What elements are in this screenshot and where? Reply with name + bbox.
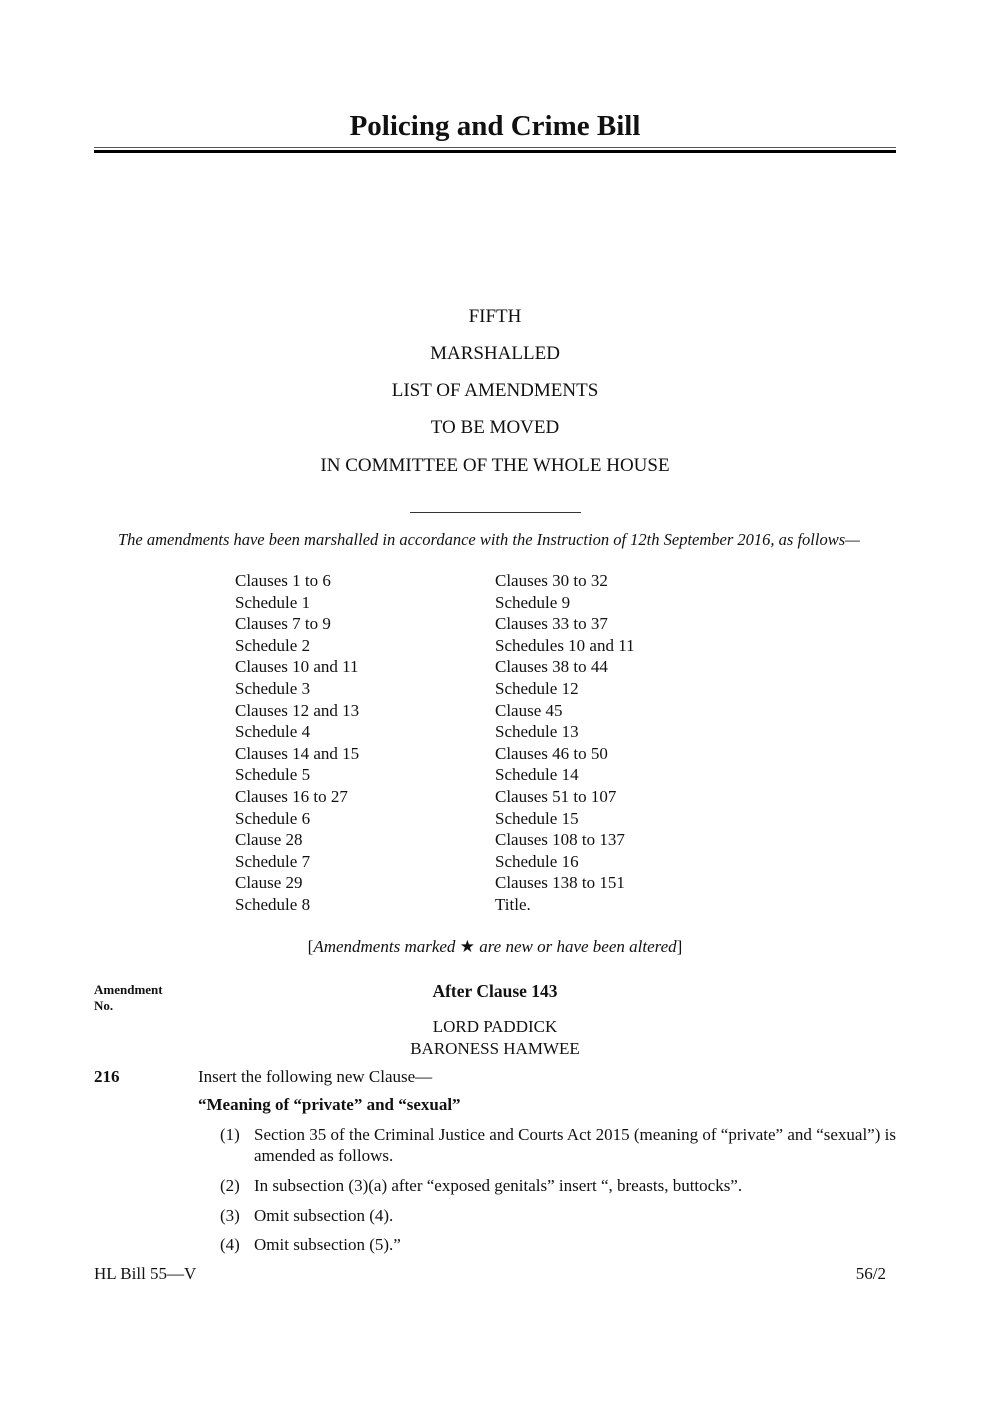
order-item: Clause 28 — [235, 830, 303, 850]
order-item: Schedule 5 — [235, 765, 311, 785]
order-item: Clauses 108 to 137 — [495, 830, 625, 850]
order-item: Schedule 16 — [495, 851, 579, 871]
bill-title: Policing and Crime Bill — [349, 110, 641, 142]
subsection — [220, 1234, 896, 1255]
subsection — [220, 1205, 896, 1226]
order-item: Clauses 16 to 27 — [235, 786, 348, 806]
intro-paragraph: The amendments have been marshalled in accordance with the Instruction of 12th September 2016, as follows— — [118, 530, 860, 549]
order-item: Schedule 3 — [235, 678, 311, 698]
order-item: Clauses 7 to 9 — [235, 614, 331, 634]
order-item: Clauses 30 to 32 — [495, 571, 608, 590]
order-item: Title. — [495, 894, 531, 914]
separator-rule — [410, 512, 581, 513]
heading-line: TO BE MOVED — [430, 417, 560, 438]
note-text: are new or have been altered — [474, 937, 677, 956]
bill-reference: HL Bill 55—V — [94, 1264, 197, 1283]
mover-name: LORD PADDICK — [432, 1017, 558, 1036]
marshalling-order-left — [235, 570, 359, 916]
order-item: Schedule 13 — [495, 722, 579, 742]
subsection — [220, 1175, 896, 1196]
order-item: Clauses 33 to 37 — [495, 614, 608, 634]
amendment-instruction: Insert the following new Clause— — [198, 1067, 433, 1086]
order-item: Clauses 38 to 44 — [495, 657, 608, 677]
star-icon: ★ — [459, 937, 475, 956]
order-item: Schedule 1 — [235, 592, 311, 612]
subsection — [220, 1124, 896, 1166]
order-item: Schedule 8 — [235, 894, 311, 914]
subsection-text: Omit subsection (5).” — [254, 1235, 401, 1254]
amendment-label-line: No. — [94, 998, 114, 1013]
new-clause-title: “Meaning of “private” and “sexual” — [198, 1095, 461, 1114]
order-item: Schedule 15 — [495, 808, 579, 828]
heading-line: MARSHALLED — [430, 343, 560, 364]
heading-line: FIFTH — [468, 306, 522, 327]
order-item: Schedule 7 — [235, 851, 311, 871]
note-close-bracket: ] — [676, 937, 683, 956]
order-item: Clauses 1 to 6 — [235, 571, 331, 590]
order-item: Clauses 12 and 13 — [235, 700, 360, 720]
section-heading: After Clause 143 — [432, 981, 558, 1001]
note-text: Amendments marked — [313, 937, 460, 956]
note-open-bracket: [ — [307, 937, 314, 956]
order-item: Schedule 12 — [495, 678, 579, 698]
subsection-text: Omit subsection (4). — [254, 1206, 394, 1225]
order-item: Clauses 51 to 107 — [495, 786, 617, 806]
amendment-number: 216 — [94, 1067, 120, 1086]
marshalling-order-right — [495, 570, 635, 916]
mover-name: BARONESS HAMWEE — [410, 1039, 580, 1058]
order-item: Clause 29 — [235, 873, 303, 893]
subsection-number: (2) — [220, 1176, 240, 1195]
title-rule-thick — [94, 150, 896, 153]
order-item: Schedule 6 — [235, 808, 311, 828]
order-item: Schedule 9 — [495, 592, 571, 612]
order-item: Schedule 2 — [235, 635, 311, 655]
subsection-text: Section 35 of the Criminal Justice and Courts Act 2015 (meaning of “private” and “sexual”) is amended as follows. — [254, 1125, 896, 1165]
subsection-number: (3) — [220, 1206, 240, 1225]
order-item: Clause 45 — [495, 700, 563, 720]
order-item: Clauses 138 to 151 — [495, 873, 625, 893]
print-reference: 56/2 — [855, 1264, 886, 1283]
amendment-label-line: Amendment — [94, 982, 163, 997]
order-item: Clauses 10 and 11 — [235, 657, 359, 677]
amendments-note — [94, 936, 896, 958]
order-item: Schedules 10 and 11 — [495, 635, 635, 655]
heading-line: LIST OF AMENDMENTS — [391, 380, 599, 401]
subsection-number: (4) — [220, 1235, 240, 1254]
order-item: Schedule 14 — [495, 765, 579, 785]
order-item: Clauses 46 to 50 — [495, 743, 608, 763]
subsection-text: In subsection (3)(a) after “exposed genitals” insert “, breasts, buttocks”. — [254, 1176, 743, 1195]
heading-line: IN COMMITTEE OF THE WHOLE HOUSE — [320, 455, 670, 476]
order-item: Clauses 14 and 15 — [235, 743, 360, 763]
subsection-number: (1) — [220, 1125, 240, 1144]
order-item: Schedule 4 — [235, 722, 311, 742]
title-rule-thin — [94, 147, 896, 148]
